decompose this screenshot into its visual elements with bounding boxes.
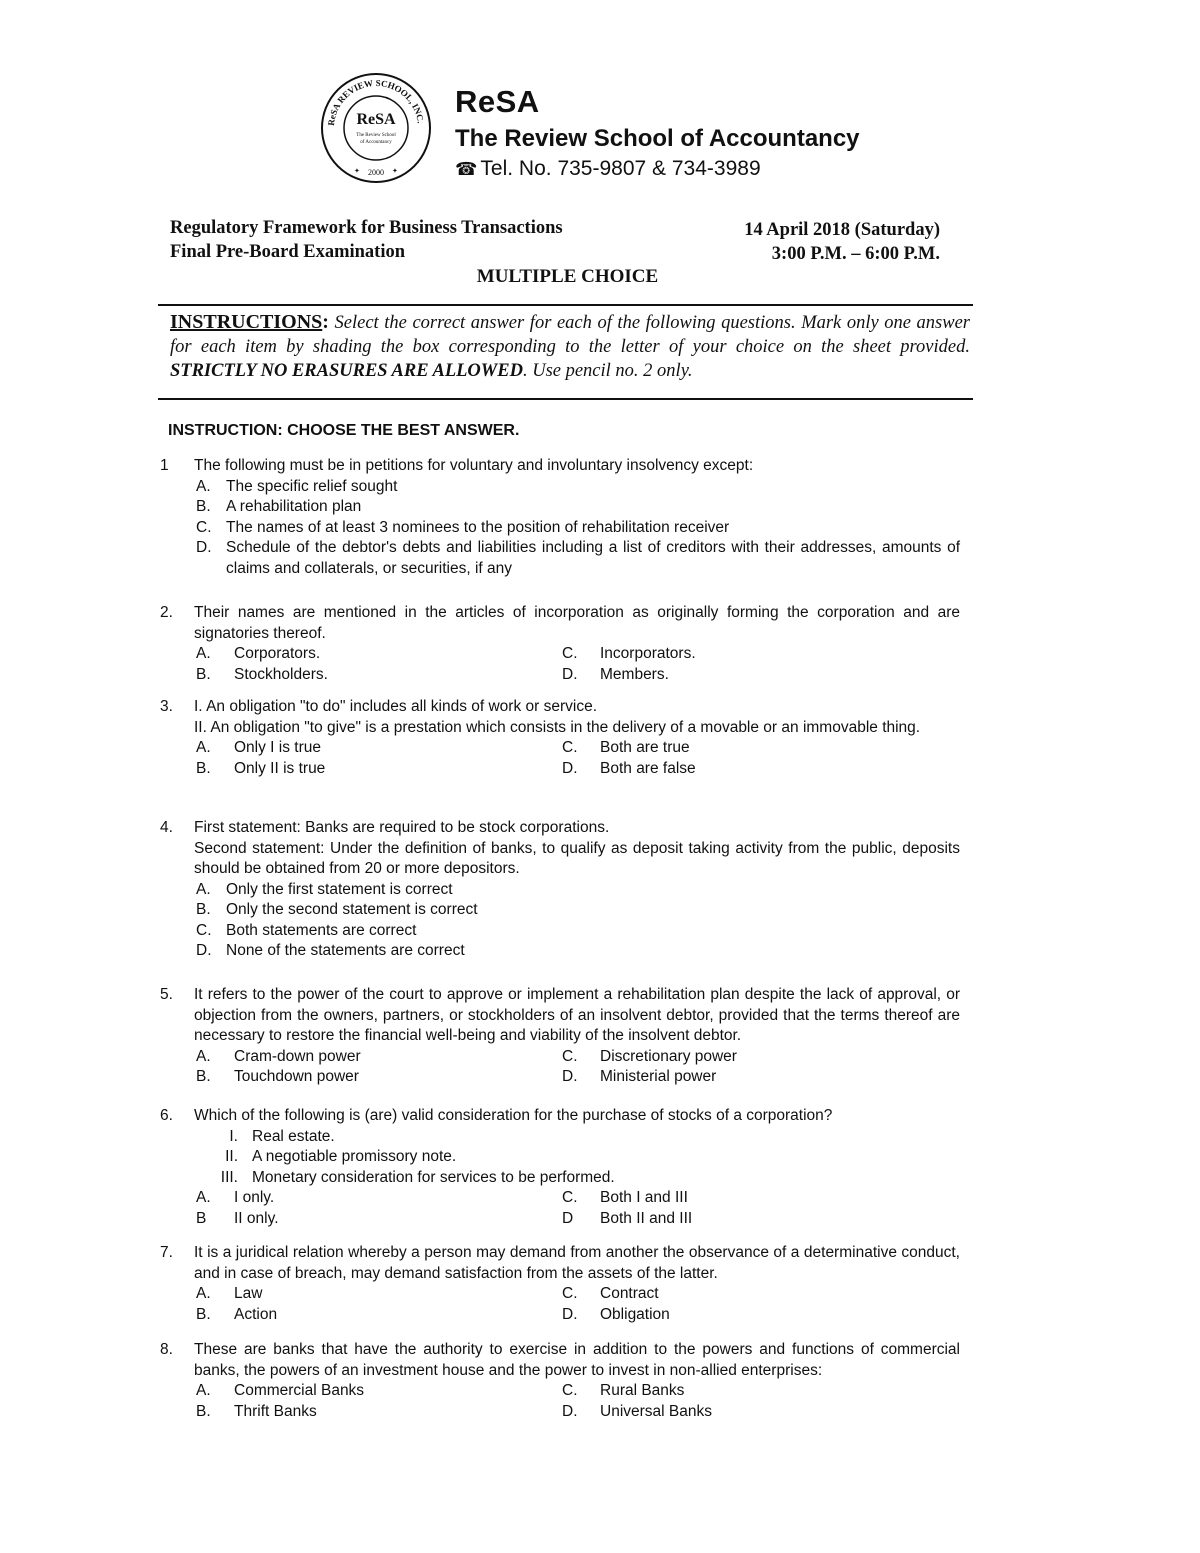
option-b: B II only.	[196, 1209, 279, 1227]
exam-subject: Regulatory Framework for Business Transactions	[170, 218, 563, 238]
divider-bottom	[158, 398, 973, 400]
statement-1: First statement: Banks are required to be stock corporations.	[194, 819, 610, 836]
options-grid	[194, 644, 960, 685]
school-name: The Review School of Accountancy	[455, 125, 860, 152]
question-3	[160, 697, 960, 779]
exam-name: Final Pre-Board Examination	[170, 242, 406, 262]
telephone-line	[455, 156, 860, 182]
option-c: C. Contract	[562, 1285, 659, 1302]
svg-text:ReSA: ReSA	[356, 111, 396, 128]
option-b: B. A rehabilitation plan	[196, 498, 362, 515]
statement-2: II. An obligation "to give" is a prestation which consists in the delivery of a movable or an immovable thing.	[194, 718, 921, 736]
instructions-strict: STRICTLY NO ERASURES ARE ALLOWED	[170, 361, 523, 381]
option-b: B. Only II is true	[196, 759, 326, 777]
option-c: C. Rural Banks	[562, 1382, 685, 1399]
question-5	[160, 985, 960, 1088]
option-d: D. Universal Banks	[562, 1402, 712, 1420]
brand-block	[455, 84, 860, 182]
statement-2: Second statement: Under the definition of banks, to qualify as deposit taking activity from the public, deposits should be obtained from 20 or more depositors.	[194, 839, 960, 877]
svg-text:2000: 2000	[368, 168, 384, 177]
svg-text:The Review School: The Review School	[356, 133, 396, 138]
option-b: B. Action	[196, 1305, 278, 1323]
roman-item-3: III. Monetary consideration for services to be performed.	[220, 1168, 615, 1186]
option-b: B. Touchdown power	[196, 1068, 359, 1085]
option-c: C. Incorporators.	[562, 645, 696, 662]
options-grid	[194, 1381, 960, 1422]
question-number: 7.	[160, 1244, 173, 1261]
choose-best-heading: INSTRUCTION: CHOOSE THE BEST ANSWER.	[168, 422, 520, 439]
instructions-paragraph: INSTRUCTIONS: Select the correct answer for each of the following questions. Mark only one answer for each item by shading the box corresponding to the letter of your choice on the sheet provided. STRICTLY NO ERASURES ARE ALLOWED. Use pencil no. 2 only.	[170, 311, 971, 381]
option-c: C. The names of at least 3 nominees to the position of rehabilitation receiver	[196, 518, 730, 536]
option-b: B. Only the second statement is correct	[196, 901, 478, 918]
exam-schedule	[744, 218, 940, 266]
school-seal-logo	[320, 72, 432, 184]
question-stem: Which of the following is (are) valid consideration for the purchase of stocks of a corporation?	[194, 1107, 833, 1124]
option-d: D. Schedule of the debtor's debts and liabilities including a list of creditors with their addresses, amounts of claims and collaterals, or securities, if any	[196, 539, 960, 577]
question-number: 1	[160, 457, 169, 474]
svg-text:of Accountancy: of Accountancy	[360, 140, 392, 145]
options-grid	[194, 1284, 960, 1325]
exam-subject-block	[170, 216, 563, 264]
roman-item-2: II. A negotiable promissory note.	[225, 1148, 457, 1165]
question-stem: It is a juridical relation whereby a person may demand from another the observance of a determinative conduct, and in case of breach, may demand satisfaction from the assets of the latter.	[194, 1244, 960, 1282]
statement-1: I. An obligation "to do" includes all kinds of work or service.	[194, 698, 598, 715]
question-8	[160, 1340, 960, 1422]
option-d: D. Both are false	[562, 759, 696, 777]
option-a: A. Law	[196, 1285, 263, 1302]
options-grid	[194, 1188, 960, 1229]
option-a: A. Cram-down power	[196, 1047, 361, 1065]
option-a: A. Only I is true	[196, 739, 321, 756]
question-1	[160, 456, 960, 579]
option-b: B. Stockholders.	[196, 665, 328, 683]
options-grid	[194, 1047, 960, 1088]
options-grid	[194, 738, 960, 779]
question-2	[160, 603, 960, 685]
option-c: C. Both are true	[562, 739, 690, 756]
divider-top	[158, 304, 973, 306]
question-number: 2.	[160, 604, 173, 621]
option-c: C. Both statements are correct	[196, 921, 417, 939]
instructions-text: Select the correct answer for each of the following questions. Mark only one answer for each item by shading the box corresponding to the letter of your choice on the sheet provided.	[170, 313, 971, 357]
option-a: A. Corporators.	[196, 645, 321, 662]
exam-time: 3:00 P.M. – 6:00 P.M.	[771, 244, 940, 264]
option-a: A. Commercial Banks	[196, 1382, 365, 1399]
roman-item-1: I. Real estate.	[229, 1127, 335, 1145]
option-d: D. Ministerial power	[562, 1068, 717, 1085]
brand-name: ReSA	[455, 84, 540, 119]
question-stem: These are banks that have the authority to exercise in addition to the powers and functions of commercial banks, the powers of an investment house and the power to invest in non-allied enterprises:	[194, 1341, 960, 1379]
telephone-numbers: Tel. No. 735-9807 & 734-3989	[480, 157, 761, 180]
question-4	[160, 818, 960, 962]
option-c: C. Discretionary power	[562, 1047, 737, 1065]
question-number: 8.	[160, 1341, 173, 1358]
question-6	[160, 1106, 960, 1229]
option-a: A. The specific relief sought	[196, 477, 398, 495]
question-number: 4.	[160, 819, 173, 836]
question-stem: It refers to the power of the court to approve or implement a rehabilitation plan despite the lack of approval, or objection from the owners, partners, or stockholders of an insolvent debtor, provided that the terms thereof are necessary to restore the financial well-being and viability of the insolvent debtor.	[194, 986, 960, 1044]
option-a: A. I only.	[196, 1189, 275, 1206]
telephone-icon: ☎	[455, 159, 478, 179]
question-7	[160, 1243, 960, 1325]
option-d: D. Obligation	[562, 1305, 670, 1323]
option-c: C. Both I and III	[562, 1189, 688, 1206]
svg-text:✦: ✦	[354, 168, 360, 175]
question-stem: Their names are mentioned in the articles of incorporation as originally forming the corporation and are signatories thereof.	[194, 604, 960, 642]
svg-text:✦: ✦	[392, 168, 398, 175]
question-number: 5.	[160, 986, 173, 1003]
option-d: D Both II and III	[562, 1209, 693, 1227]
question-stem: The following must be in petitions for voluntary and involuntary insolvency except:	[194, 457, 754, 474]
instructions-lead: INSTRUCTIONS	[170, 311, 323, 333]
question-number: 6.	[160, 1107, 173, 1124]
instructions-tail: . Use pencil no. 2 only.	[522, 361, 693, 381]
svg-text:ReSA REVIEW SCHOOL, INC.: ReSA REVIEW SCHOOL, INC.	[325, 77, 426, 127]
exam-date: 14 April 2018 (Saturday)	[744, 220, 940, 240]
option-a: A. Only the first statement is correct	[196, 880, 453, 898]
question-number: 3.	[160, 698, 173, 715]
option-b: B. Thrift Banks	[196, 1402, 317, 1420]
exam-type-title: MULTIPLE CHOICE	[476, 266, 659, 287]
option-d: D. Members.	[562, 665, 669, 683]
option-d: D. None of the statements are correct	[196, 942, 465, 959]
